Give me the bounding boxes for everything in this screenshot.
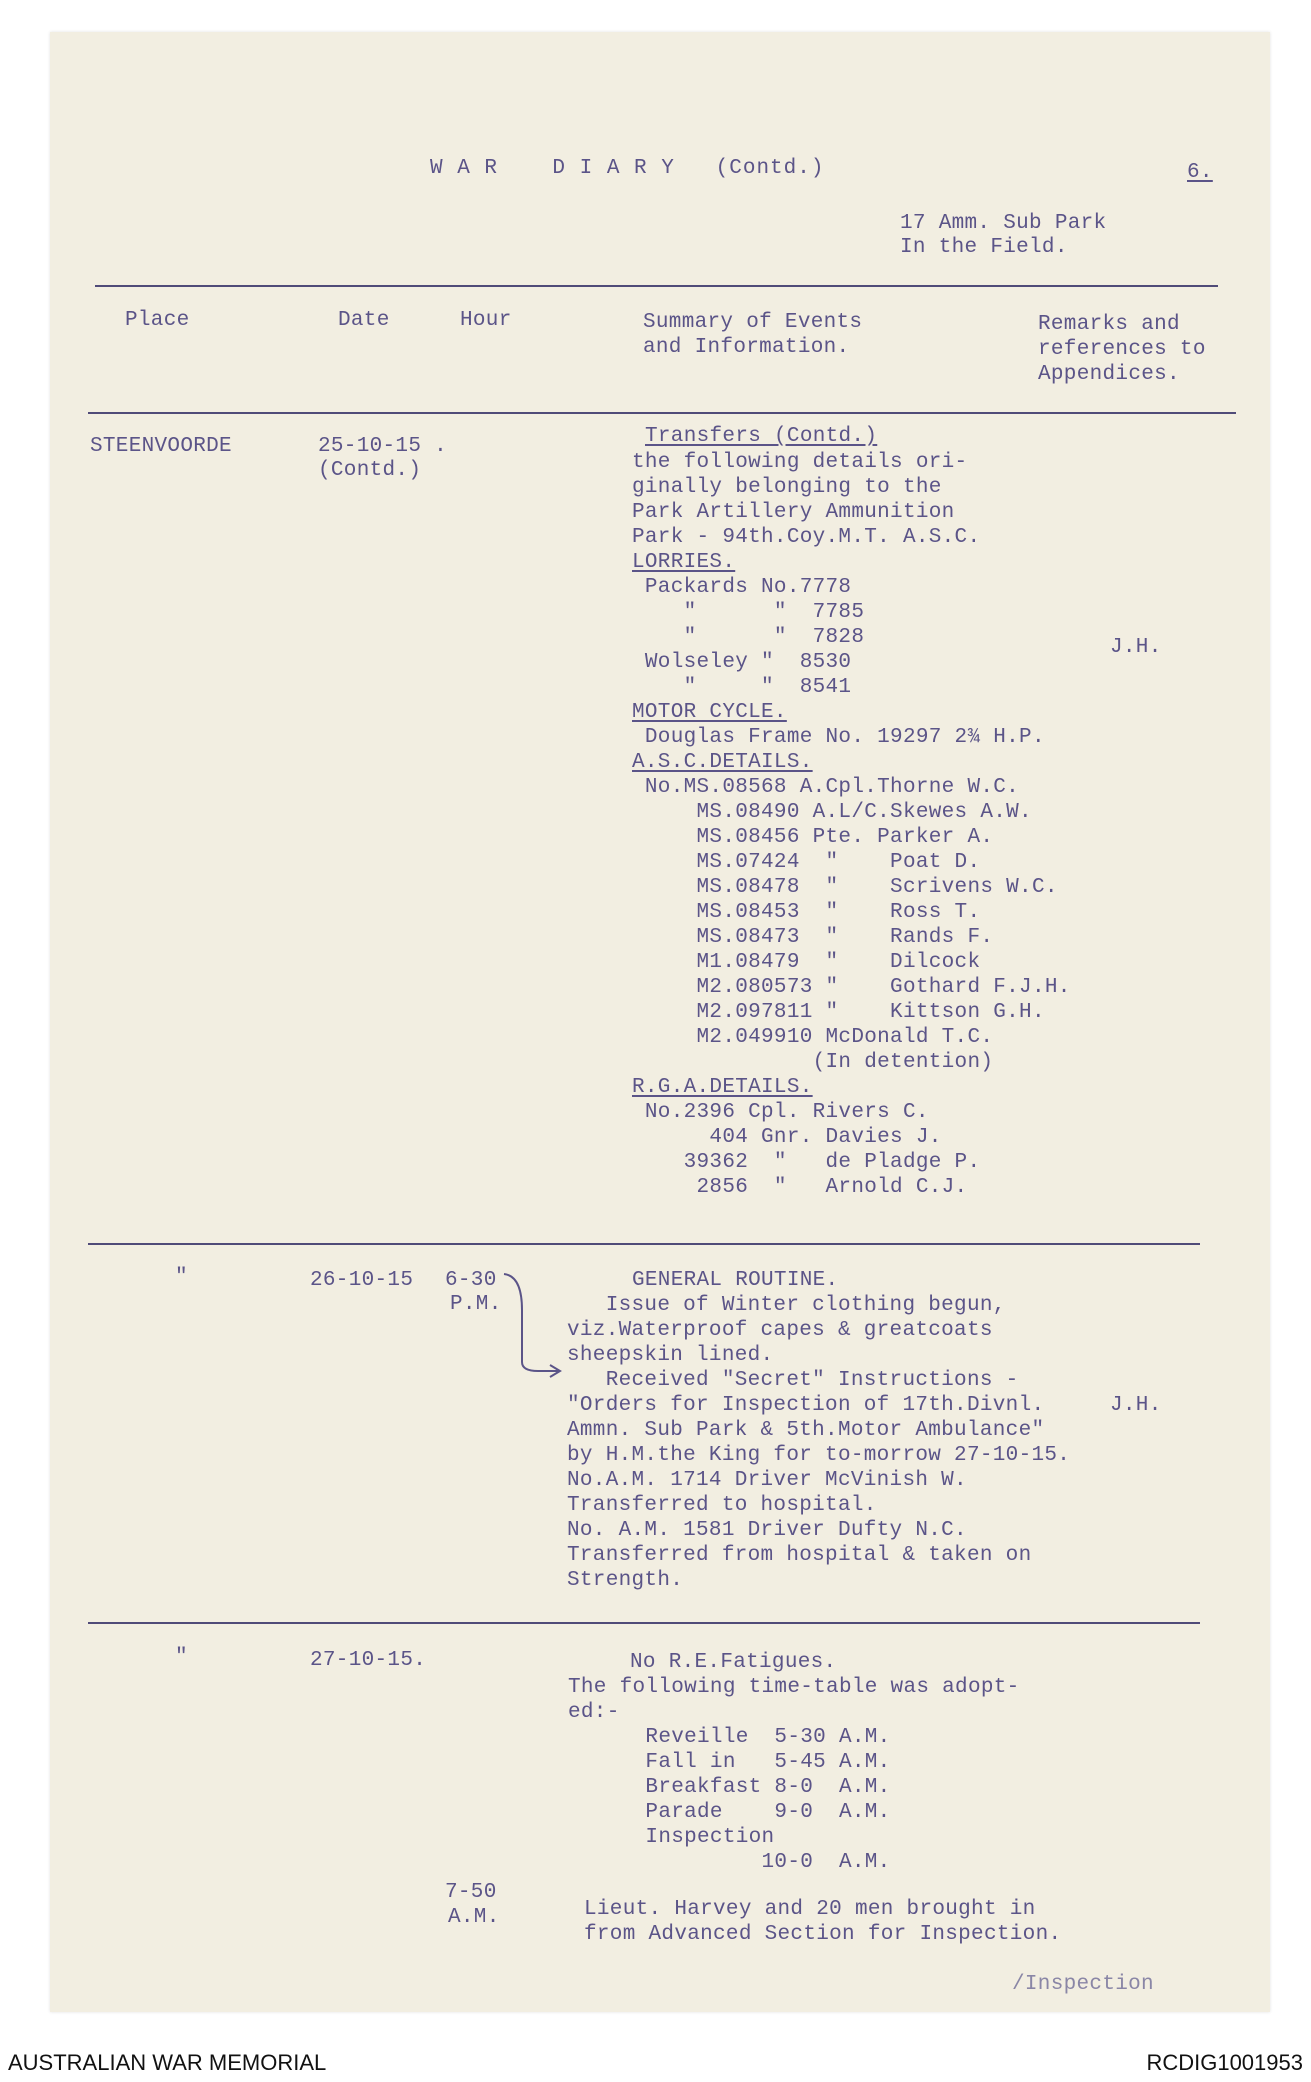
diary-title: W A R D I A R Y (Contd.) [430,157,825,180]
unit-name: 17 Amm. Sub Park [900,212,1107,235]
column-summary: Summary of Events [643,311,863,334]
column-hour: Hour [460,309,512,332]
text-line: The following time-table was adopt- [568,1676,1020,1699]
asc-line: MS.08490 A.L/C.Skewes A.W. [632,801,1032,824]
text-line: ed:- [568,1701,620,1724]
text-line: Park Artillery Ammunition [632,501,955,524]
entry1-date: 25-10-15 . [318,435,448,458]
rga-line: 2856 " Arnold C.J. [632,1176,968,1199]
footer-reference: RCDIG1001953 [1146,2050,1303,2075]
entry-rule-2 [88,1622,1200,1624]
entry1-place: STEENVOORDE [90,435,232,458]
text-line: Ammn. Sub Park & 5th.Motor Ambulance" [567,1419,1045,1442]
timetable-line: Breakfast 8-0 A.M. [568,1776,891,1799]
text-line: Transferred from hospital & taken on [567,1544,1032,1567]
column-place: Place [125,309,190,332]
entry1-remark-initials: J.H. [1110,636,1162,659]
asc-line: MS.08478 " Scrivens W.C. [632,876,1058,899]
entry1-heading: Transfers (Contd.) [645,425,878,448]
text-line: Issue of Winter clothing begun, [567,1294,1006,1317]
header-rule-top [95,285,1218,287]
entry3-date: 27-10-15. [310,1649,427,1672]
page-number: 6. [1187,161,1213,184]
column-remarks-3: Appendices. [1038,363,1180,386]
timetable-line: Parade 9-0 A.M. [568,1801,891,1824]
lorry-line: Packards No.7778 [632,576,852,599]
timetable-line: Inspection [568,1826,775,1849]
asc-line: MS.07424 " Poat D. [632,851,981,874]
entry3-heading: No R.E.Fatigues. [630,1651,837,1674]
entry2-remark-initials: J.H. [1110,1394,1162,1417]
entry2-heading: GENERAL ROUTINE. [632,1269,839,1292]
rga-line: 39362 " de Pladge P. [632,1151,981,1174]
entry2-place-ditto: " [175,1266,188,1289]
column-date: Date [338,309,390,332]
lorry-line: Wolseley " 8530 [632,651,852,674]
unit-location: In the Field. [900,236,1068,259]
asc-details-heading: A.S.C.DETAILS. [632,751,813,774]
column-summary-2: and Information. [643,336,850,359]
lorry-line: " " 7828 [632,626,865,649]
entry2-hour: 6-30 [445,1269,497,1292]
column-remarks-2: references to [1038,338,1206,361]
catchword: /Inspection [1012,1973,1154,1996]
motor-cycle-line: Douglas Frame No. 19297 2¾ H.P. [632,726,1045,749]
rga-details-heading: R.G.A.DETAILS. [632,1076,813,1099]
header-rule-bottom [88,412,1236,414]
rga-line: No.2396 Cpl. Rivers C. [632,1101,929,1124]
text-line: the following details ori- [632,451,968,474]
asc-line: M2.080573 " Gothard F.J.H. [632,976,1071,999]
entry2-date: 26-10-15 [310,1269,414,1292]
column-remarks: Remarks and [1038,313,1180,336]
lorries-heading: LORRIES. [632,551,736,574]
asc-line: M1.08479 " Dilcock [632,951,981,974]
lorry-line: " " 8541 [632,676,852,699]
asc-line: M2.097811 " Kittson G.H. [632,1001,1045,1024]
text-line: sheepskin lined. [567,1344,774,1367]
text-line: Park - 94th.Coy.M.T. A.S.C. [632,526,981,549]
footer-archive: AUSTRALIAN WAR MEMORIAL [8,2050,327,2075]
lorry-line: " " 7785 [632,601,865,624]
bracket-arrow [500,1270,570,1380]
entry3-hour-period: A.M. [448,1906,500,1929]
motor-cycle-heading: MOTOR CYCLE. [632,701,787,724]
entry3-hour: 7-50 [445,1881,497,1904]
entry3-place-ditto: " [175,1646,188,1669]
text-line: Transferred to hospital. [567,1494,877,1517]
asc-line: MS.08473 " Rands F. [632,926,994,949]
text-line: Strength. [567,1569,684,1592]
entry2-hour-period: P.M. [450,1293,502,1316]
timetable-line: Fall in 5-45 A.M. [568,1751,891,1774]
asc-line: No.MS.08568 A.Cpl.Thorne W.C. [632,776,1020,799]
text-line: ginally belonging to the [632,476,942,499]
text-line: "Orders for Inspection of 17th.Divnl. [567,1394,1045,1417]
text-line: by H.M.the King for to-morrow 27-10-15. [567,1444,1071,1467]
entry1-date-contd: (Contd.) [318,459,422,482]
text-line: No.A.M. 1714 Driver McVinish W. [567,1469,967,1492]
text-line: Lieut. Harvey and 20 men brought in [584,1898,1036,1921]
timetable-line: 10-0 A.M. [568,1851,891,1874]
text-line: No. A.M. 1581 Driver Dufty N.C. [567,1519,967,1542]
text-line: viz.Waterproof capes & greatcoats [567,1319,993,1342]
asc-line: M2.049910 McDonald T.C. [632,1026,994,1049]
text-line: from Advanced Section for Inspection. [584,1923,1062,1946]
timetable-line: Reveille 5-30 A.M. [568,1726,891,1749]
rga-line: 404 Gnr. Davies J. [632,1126,942,1149]
asc-line: MS.08453 " Ross T. [632,901,981,924]
entry-rule-1 [88,1243,1200,1245]
asc-line: (In detention) [632,1051,994,1074]
asc-line: MS.08456 Pte. Parker A. [632,826,994,849]
text-line: Received "Secret" Instructions - [567,1369,1019,1392]
